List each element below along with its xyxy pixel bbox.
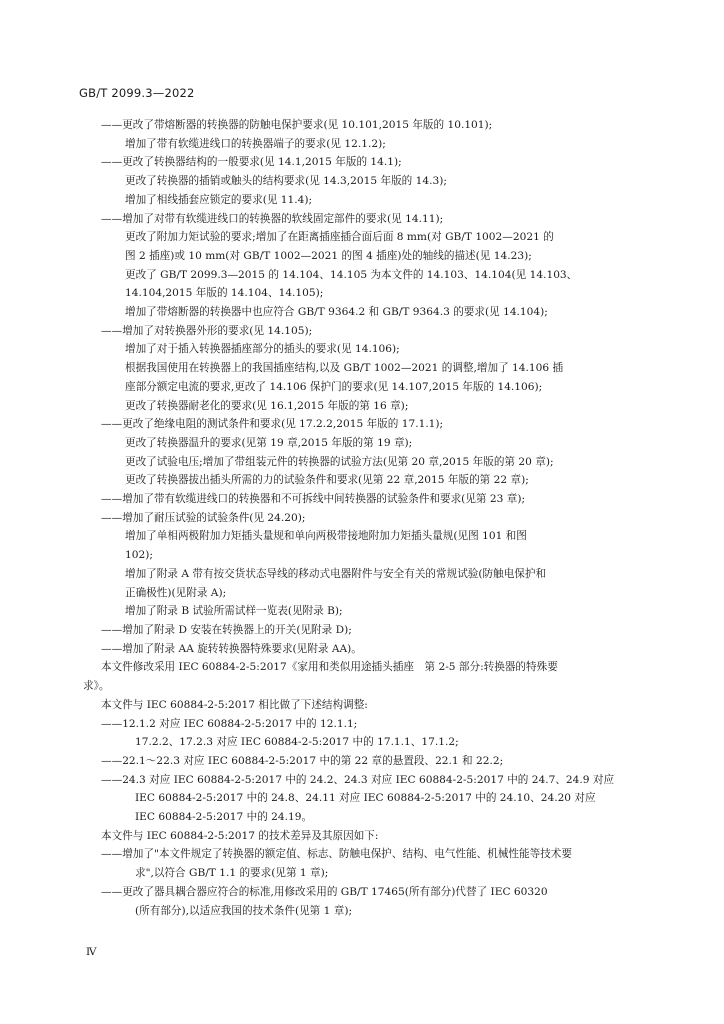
text-line: 求》。 bbox=[83, 680, 110, 693]
text-line: ——22.1～22.3 对应 IEC 60884-2-5:2017 中的第 22 章的悬置段、22.1 和 22.2; bbox=[101, 754, 504, 767]
text-line: IEC 60884-2-5:2017 中的 24.19。 bbox=[135, 811, 313, 824]
text-line: 增加了带熔断器的转换器中也应符合 GB/T 9364.2 和 GB/T 9364.3 的要求(见 14.104); bbox=[125, 306, 548, 319]
text-line: 本文件与 IEC 60884-2-5:2017 相比做了下述结构调整: bbox=[101, 698, 368, 711]
text-line: ——更改了绝缘电阻的测试条件和要求(见 17.2.2,2015 年版的 17.1.1); bbox=[101, 418, 444, 431]
text-line: 本文件修改采用 IEC 60884-2-5:2017《家用和类似用途插头插座 第 2-5 部分:转换器的特殊要 bbox=[101, 661, 558, 674]
text-line: ——更改了器具耦合器应符合的标准,用修改采用的 GB/T 17465(所有部分)代替了 IEC 60320 bbox=[101, 885, 548, 898]
text-line: 102); bbox=[125, 549, 153, 562]
body-text bbox=[83, 116, 643, 920]
text-line: ——24.3 对应 IEC 60884-2-5:2017 中的 24.2、24.3 对应 IEC 60884-2-5:2017 中的 24.7、24.9 对应 bbox=[101, 773, 615, 786]
text-line: 更改了转换器拔出插头所需的力的试验条件和要求(见第 22 章,2015 年版的第 22 章); bbox=[125, 474, 529, 487]
text-line: 增加了对于插入转换器插座部分的插头的要求(见 14.106); bbox=[125, 343, 400, 356]
text-line: 增加了附录 B 试验所需试样一览表(见附录 B); bbox=[125, 605, 343, 618]
text-line: 更改了转换器的插销或触头的结构要求(见 14.3,2015 年版的 14.3); bbox=[125, 175, 447, 188]
text-line: 求",以符合 GB/T 1.1 的要求(见第 1 章); bbox=[135, 867, 329, 880]
text-line: 更改了转换器耐老化的要求(见 16.1,2015 年版的第 16 章); bbox=[125, 399, 409, 412]
text-line: ——12.1.2 对应 IEC 60884-2-5:2017 中的 12.1.1; bbox=[101, 717, 358, 730]
text-line: ——更改了带熔断器的转换器的防触电保护要求(见 10.101,2015 年版的 10.101); bbox=[101, 119, 493, 131]
text-line: 17.2.2、17.2.3 对应 IEC 60884-2-5:2017 中的 17.1.1、17.1.2; bbox=[135, 736, 459, 749]
text-line: 根据我国使用在转换器上的我国插座结构,以及 GB/T 1002—2021 的调整,增加了 14.106 插 bbox=[125, 362, 564, 375]
text-line: 图 2 插座)或 10 mm(对 GB/T 1002—2021 的图 4 插座)处的轴线的描述(见 14.23); bbox=[125, 249, 532, 262]
text-line: 增加了单相两极附加力矩插头量规和单向两极带接地附加力矩插头量规(见图 101 和图 bbox=[125, 530, 527, 543]
text-line: 更改了转换器温升的要求(见第 19 章,2015 年版的第 19 章); bbox=[125, 436, 413, 449]
text-line: ——增加了对带有软缆进线口的转换器的软线固定部件的要求(见 14.11); bbox=[101, 212, 444, 225]
text-line: ——更改了转换器结构的一般要求(见 14.1,2015 年版的 14.1); bbox=[101, 156, 402, 169]
text-line: 正确极性)(见附录 A); bbox=[125, 586, 227, 599]
text-line: ——增加了对转换器外形的要求(见 14.105); bbox=[101, 324, 313, 337]
text-line: 更改了 GB/T 2099.3—2015 的 14.104、14.105 为本文件的 14.103、14.104(见 14.103、 bbox=[125, 268, 578, 281]
text-line: 更改了附加力矩试验的要求;增加了在距离插座插合面后面 8 mm(对 GB/T 1002—2021 的 bbox=[125, 231, 554, 244]
text-line: 增加了附录 A 带有按交货状态导线的移动式电器附件与安全有关的常规试验(防触电保护和 bbox=[125, 567, 547, 580]
page-number: Ⅳ bbox=[86, 946, 97, 958]
text-line: ——增加了带有软缆进线口的转换器和不可拆线中间转换器的试验条件和要求(见第 23 章); bbox=[101, 493, 526, 506]
text-line: 增加了带有软缆进线口的转换器端子的要求(见 12.1.2); bbox=[125, 137, 386, 150]
text-line: ——增加了附录 AA 旋转转换器特殊要求(见附录 AA)。 bbox=[101, 642, 362, 655]
text-line: ——增加了附录 D 安装在转换器上的开关(见附录 D); bbox=[101, 623, 352, 636]
text-line: 本文件与 IEC 60884-2-5:2017 的技术差异及其原因如下: bbox=[101, 829, 379, 842]
text-line: (所有部分),以适应我国的技术条件(见第 1 章); bbox=[135, 904, 353, 917]
text-line: ——增加了"本文件规定了转换器的额定值、标志、防触电保护、结构、电气性能、机械性能等技术要 bbox=[101, 848, 572, 861]
text-line: 座部分额定电流的要求,更改了 14.106 保护门的要求(见 14.107,2015 年版的 14.106); bbox=[125, 380, 543, 393]
text-line: IEC 60884-2-5:2017 中的 24.8、24.11 对应 IEC 60884-2-5:2017 中的 24.10、24.20 对应 bbox=[135, 792, 596, 805]
standard-number: GB/T 2099.3—2022 bbox=[79, 86, 195, 100]
text-line: 增加了相线插套应锁定的要求(见 11.4); bbox=[125, 193, 313, 206]
text-line: 14.104,2015 年版的 14.104、14.105); bbox=[125, 287, 324, 300]
text-line: ——增加了耐压试验的试验条件(见 24.20); bbox=[101, 511, 306, 524]
text-line: 更改了试验电压;增加了带组装元件的转换器的试验方法(见第 20 章,2015 年版的第 20 章); bbox=[125, 455, 554, 468]
